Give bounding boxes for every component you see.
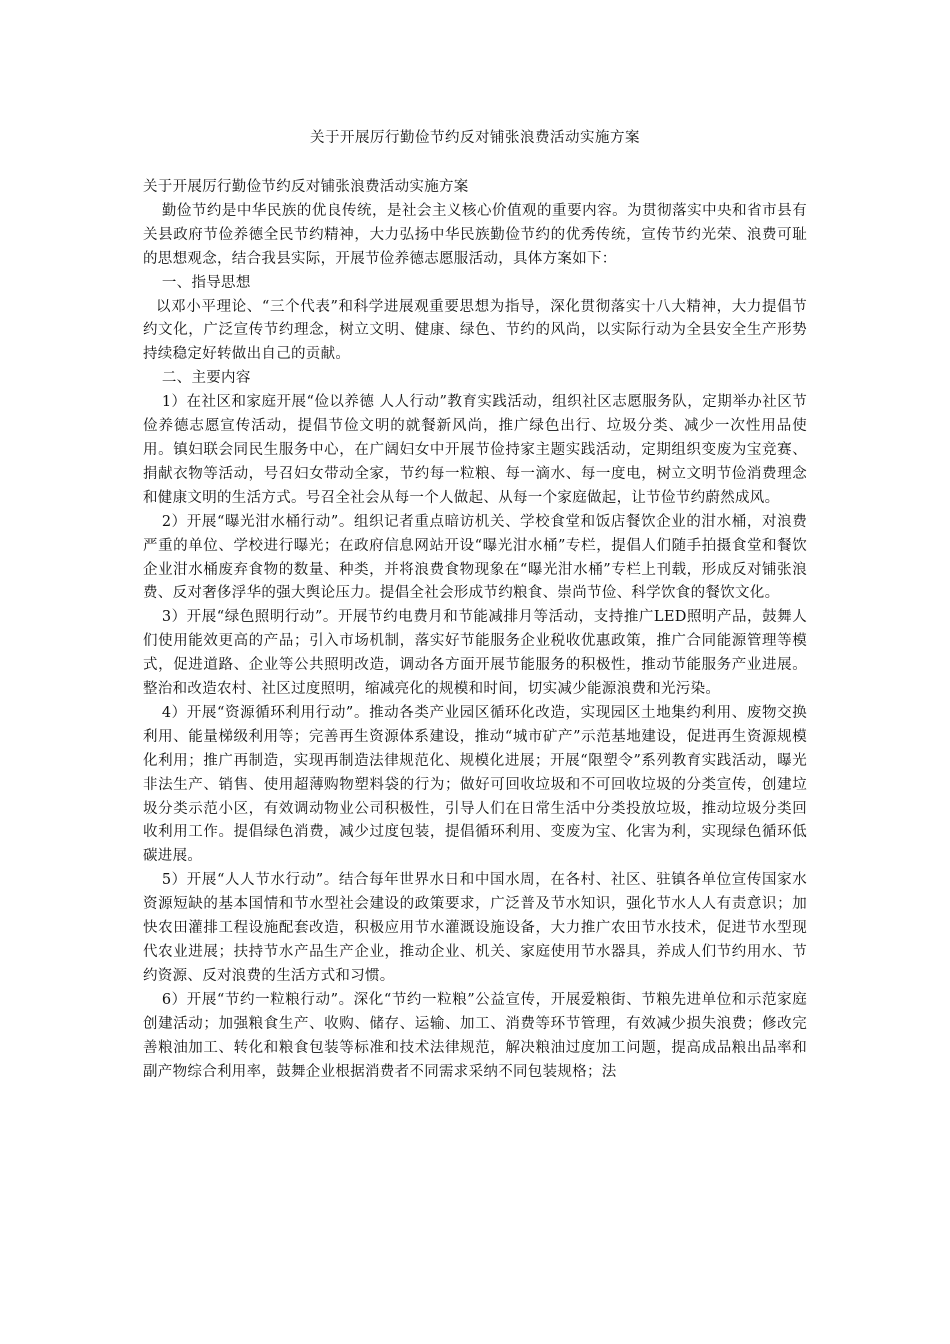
content-item-3: 3）开展“绿色照明行动”。开展节约电费月和节能减排月等活动，支持推广LED照明产品，鼓舞人们使用能效更高的产品；引入市场机制，落实好节能服务企业税收优惠政策，推广合同能源管理等模式，促进道路、企业等公共照明改造，调动各方面开展节能服务的积极性，推动节能服务产业进展。整治和改造农村、社区过度照明，缩减亮化的规模和时间，切实减少能源浪费和光污染。 <box>143 609 807 698</box>
document-subtitle: 关于开展厉行勤俭节约反对铺张浪费活动实施方案 <box>143 179 469 195</box>
section-heading-guiding-ideology: 一、指导思想 <box>161 274 251 291</box>
page-title: 关于开展厉行勤俭节约反对铺张浪费活动实施方案 <box>310 130 640 146</box>
intro-paragraph: 勤俭节约是中华民族的优良传统，是社会主义核心价值观的重要内容。为贯彻落实中央和省市县有关县政府节俭养德全民节约精神，大力弘扬中华民族勤俭节约的优秀传统，宣传节约光荣、浪费可耻的思想观念，结合我县实际，开展节俭养德志愿服活动，具体方案如下： <box>143 202 807 267</box>
section-heading-main-content: 二、主要内容 <box>161 370 251 387</box>
document-body <box>143 176 807 1084</box>
content-item-5: 5）开展“人人节水行动”。结合每年世界水日和中国水周，在各村、社区、驻镇各单位宣传国家水资源短缺的基本国情和节水型社会建设的政策要求，广泛普及节水知识，强化节水人人有责意识；加快农田灌排工程设施配套改造，积极应用节水灌溉设施设备，大力推广农田节水技术，促进节水型现代农业进展；扶持节水产品生产企业，推动企业、机关、家庭使用节水器具，养成人们节约用水、节约资源、反对浪费的生活方式和习惯。 <box>143 872 807 984</box>
content-item-4: 4）开展“资源循环利用行动”。推动各类产业园区循环化改造，实现园区土地集约利用、废物交换利用、能量梯级利用等；完善再生资源体系建设，推动“城市矿产”示范基地建设，促进再生资源规模化利用；推广再制造，实现再制造法律规范化、规模化进展；开展“限塑令”系列教育实践活动，曝光非法生产、销售、使用超薄购物塑料袋的行为；做好可回收垃圾和不可回收垃圾的分类宣传，创建垃圾分类示范小区，有效调动物业公司积极性，引导人们在日常生活中分类投放垃圾，推动垃圾分类回收利用工作。提倡绿色消费，减少过度包装，提倡循环利用、变废为宝、化害为利，实现绿色循环低碳进展。 <box>143 704 807 865</box>
content-item-2: 2）开展“曝光泔水桶行动”。组织记者重点暗访机关、学校食堂和饭店餐饮企业的泔水桶，对浪费严重的单位、学校进行曝光；在政府信息网站开设“曝光泔水桶”专栏，提倡人们随手拍摄食堂和餐饮企业泔水桶废弃食物的数量、种类，并将浪费食物现象在“曝光泔水桶”专栏上刊载，形成反对铺张浪费、反对奢侈浮华的强大舆论压力。提倡全社会形成节约粮食、崇尚节俭、科学饮食的餐饮文化。 <box>143 513 807 602</box>
content-item-6: 6）开展“节约一粒粮行动”。深化“节约一粒粮”公益宣传，开展爱粮街、节粮先进单位和示范家庭创建活动；加强粮食生产、收购、储存、运输、加工、消费等环节管理，有效减少损失浪费；修改完善粮油加工、转化和粮食包装等标准和技术法律规范，解决粮油过度加工问题，提高成品粮出品率和副产物综合利用率，鼓舞企业根据消费者不同需求采纳不同包装规格；法 <box>143 991 807 1080</box>
content-item-1: 1）在社区和家庭开展“俭以养德 人人行动”教育实践活动，组织社区志愿服务队，定期举办社区节俭养德志愿宣传活动，提倡节俭文明的就餐新风尚，推广绿色出行、垃圾分类、减少一次性用品使用。镇妇联会同民生服务中心，在广阔妇女中开展节俭持家主题实践活动，定期组织变废为宝竞赛、捐献衣物等活动，号召妇女带动全家，节约每一粒粮、每一滴水、每一度电，树立文明节俭消费理念和健康文明的生活方式。号召全社会从每一个人做起、从每一个家庭做起，让节俭节约蔚然成风。 <box>143 394 807 506</box>
guiding-ideology-paragraph: 以邓小平理论、“三个代表”和科学进展观重要思想为指导，深化贯彻落实十八大精神，大力提倡节约文化，广泛宣传节约理念，树立文明、健康、绿色、节约的风尚，以实际行动为全县安全生产形势持续稳定好转做出自己的贡献。 <box>143 298 807 363</box>
